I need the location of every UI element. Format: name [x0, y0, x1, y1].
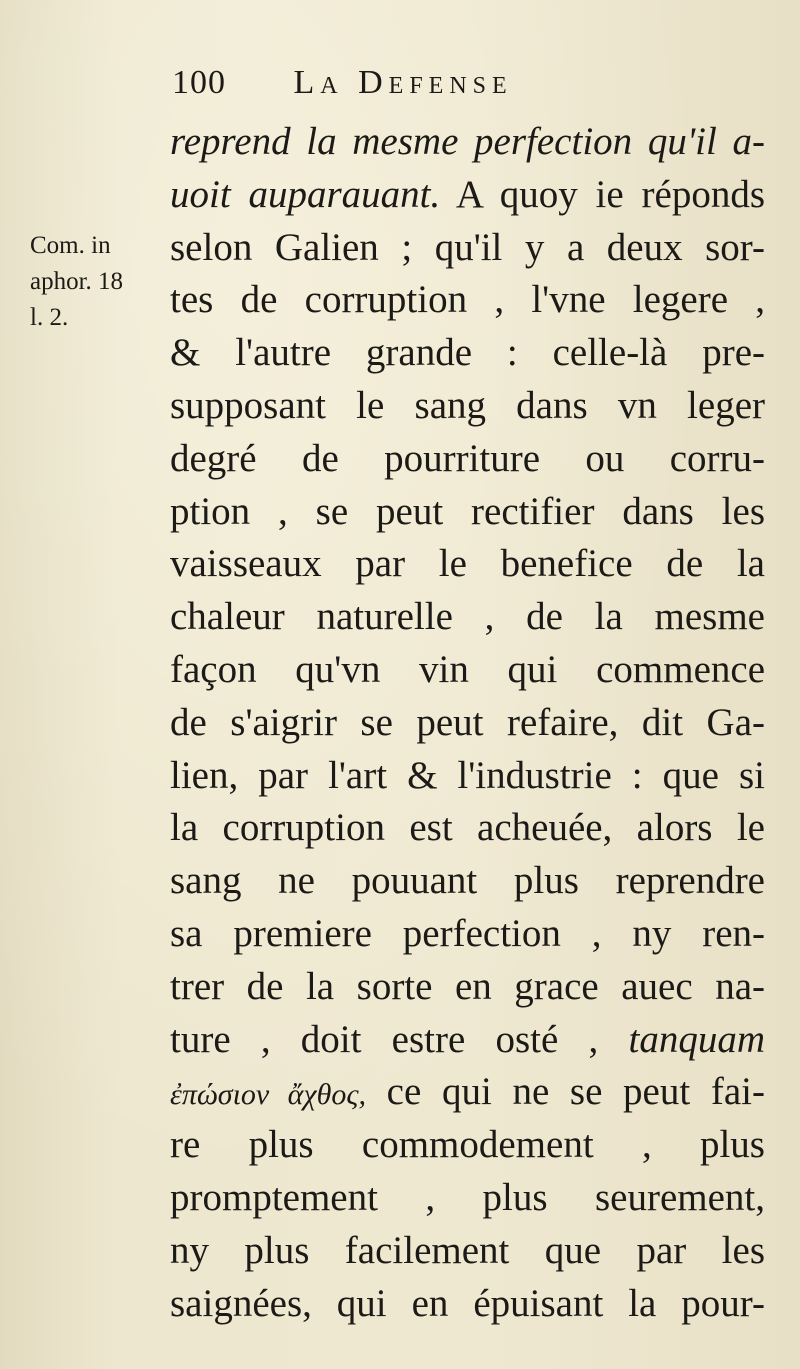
- margin-note: [30, 228, 162, 336]
- text-line: la corruption est acheuée, alors le: [170, 806, 765, 850]
- text-line: [170, 1066, 765, 1119]
- text-line: selon Galien ; qu'il y a deux sor-: [170, 225, 765, 269]
- text-line: façon qu'vn vin qui commence: [170, 647, 765, 691]
- text-line-italic: tanquam: [628, 1017, 765, 1061]
- margin-note-line: aphor. 18: [30, 268, 124, 295]
- text-line: chaleur naturelle , de la mesme: [170, 595, 765, 639]
- text-line-roman: ce qui ne se peut fai-: [366, 1070, 765, 1114]
- running-title: La Defense: [293, 64, 513, 101]
- text-line: & l'autre grande : celle-là pre-: [170, 331, 765, 375]
- text-line: promptement , plus seurement,: [170, 1175, 765, 1219]
- text-line: sang ne pouuant plus reprendre: [170, 859, 765, 903]
- page-number: 100: [172, 64, 226, 101]
- text-line: trer de la sorte en grace auec na-: [170, 964, 765, 1008]
- text-line: vaisseaux par le benefice de la: [170, 542, 765, 586]
- text-line: tes de corruption , l'vne legere ,: [170, 278, 765, 322]
- text-line: de s'aigrir se peut refaire, dit Ga-: [170, 700, 765, 744]
- text-line: supposant le sang dans vn leger: [170, 383, 765, 427]
- running-head: [172, 64, 513, 114]
- text-line-roman: ture , doit estre osté ,: [170, 1017, 629, 1061]
- text-line: ption , se peut rectifier dans les: [170, 489, 765, 533]
- text-line: lien, par l'art & l'industrie : que si: [170, 753, 765, 797]
- text-line: ny plus facilement que par les: [170, 1228, 765, 1272]
- text-line: saignées, qui en épuisant la pour-: [170, 1281, 765, 1325]
- text-line: reprend la mesme perfection qu'il a-: [170, 120, 765, 163]
- text-line: sa premiere perfection , ny ren-: [170, 911, 765, 955]
- text-line-roman: A quoy ie réponds: [440, 172, 765, 216]
- text-line-italic: uoit auparauant.: [170, 172, 441, 216]
- text-line: [170, 1014, 765, 1067]
- text-line-greek: ἐπώσιον ἄχθος,: [170, 1078, 366, 1112]
- text-line: degré de pourriture ou corru-: [170, 436, 765, 480]
- body-text: [170, 116, 765, 1330]
- margin-note-line: Com. in: [30, 232, 111, 259]
- margin-note-line: l. 2.: [30, 304, 69, 331]
- text-line: [170, 169, 765, 222]
- text-line: re plus commodement , plus: [170, 1123, 765, 1167]
